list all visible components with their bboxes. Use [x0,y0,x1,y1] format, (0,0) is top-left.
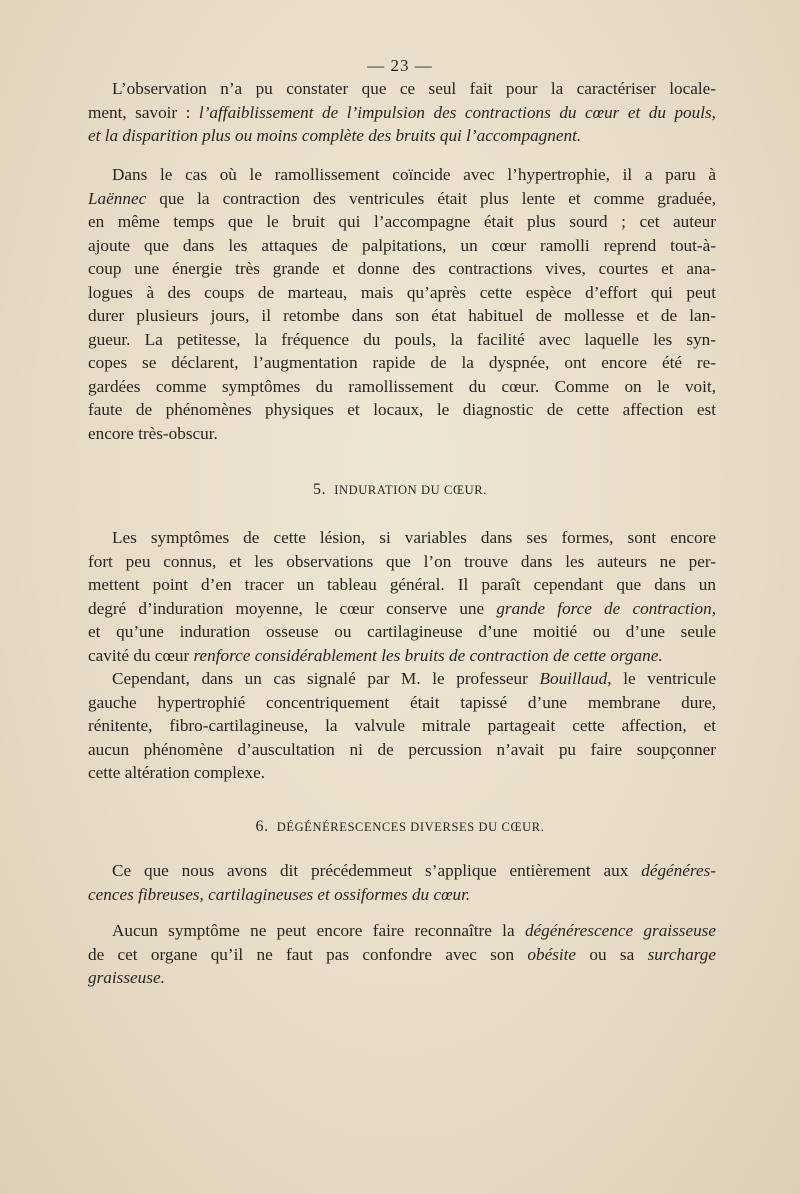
text-line: L’observation n’a pu constater que ce seul fait pour la caractériser locale- [112,79,716,98]
text-line: ment, savoir : l’affaiblissement de l’impulsion des contractions du cœur et du pouls, [88,102,716,122]
italic-text: grande force de contraction, [496,598,716,618]
text-line: ajoute que dans les attaques de palpitations, un cœur ramolli reprend tout-à- [88,235,716,255]
italic-text: surcharge [647,944,716,964]
paragraph-1 [88,77,716,148]
italic-text: renforce considérablement les bruits de contraction de cette organe. [193,645,663,665]
text-line: gueur. La petitesse, la fréquence du pouls, la facilité avec laquelle les syn- [88,329,716,349]
text-line: et qu’une induration osseuse ou cartilagineuse d’une moitié ou d’une seule [88,622,716,641]
italic-text: dégénérescence graisseuse [524,921,716,940]
italic-name: Laënnec [88,188,147,208]
text-line: cavité du cœur renforce considérablement les bruits de contraction de cette organe. [88,645,663,665]
text-line: degré d’induration moyenne, le cœur conserve une grande force de contraction, [88,598,716,618]
text-line: de cet organe qu’il ne faut pas confondre avec son obésite ou sa surcharge [88,944,716,964]
section-title: DÉGÉNÉRESCENCES DIVERSES DU CŒUR. [276,820,545,834]
text-line: en même temps que le bruit qui l’accompagne était plus sourd ; cet auteur [88,212,716,231]
text-line: logues à des coups de marteau, mais qu’après cette espèce d’effort qui peut [88,282,716,302]
text-line: mettent point d’en tracer un tableau général. Il paraît cependant que dans un [88,575,716,594]
text-line: Laënnec que la contraction des ventricules était plus lente et comme graduée, [88,188,716,208]
paragraph-6 [88,919,716,990]
paragraph-4 [88,667,716,785]
text-line: coup une énergie très grande et donne des contractions vives, courtes et ana- [88,259,716,278]
italic-text: et la disparition plus ou moins complète des bruits qui l’accompagnent. [88,126,582,145]
section-heading-5 [0,481,800,499]
paragraph-2 [88,163,716,445]
text-line [88,883,716,907]
text-line [88,124,716,148]
text-line: copes se déclarent, l’augmentation rapide de la dyspnée, ont encore été re- [88,353,716,372]
page-number: — 23 — [367,56,433,75]
section-number: 6. [255,818,269,835]
italic-name: Bouillaud [539,669,608,688]
text-line: cette altération complexe. [88,763,266,782]
text-line: Les symptômes de cette lésion, si variables dans ses formes, sont encore [112,528,716,547]
text-line: gauche hypertrophié concentriquement était tapissé d’une membrane dure, [88,692,716,712]
italic-text: graisseuse. [88,968,165,987]
text-line: gardées comme symptômes du ramollissement du cœur. Comme on le voit, [88,376,716,396]
section-title: INDURATION DU CŒUR. [334,483,487,497]
text-line [88,966,716,990]
italic-text: dégénéres- [641,861,716,880]
text-line: faute de phénomènes physiques et locaux, le diagnostic de cette affection est [88,400,716,419]
text-line: durer plusieurs jours, il retombe dans son état habituel de mollesse et de lan- [88,306,716,325]
text-line: rénitente, fibro-cartilagineuse, la valvule mitrale partageait cette affection, et [88,716,716,735]
text-line: Cependant, dans un cas signalé par M. le professeur Bouillaud, le ventricule [112,669,716,688]
text-line: aucun phénomène d’auscultation ni de percussion n’avait pu faire soupçonner [88,739,716,759]
paragraph-5 [88,859,716,906]
section-heading-6 [0,818,800,836]
text-line: Ce que nous avons dit précédemmeut s’applique entièrement aux dégénéres- [112,861,716,880]
paragraph-3 [88,526,716,667]
text-line: Aucun symptôme ne peut encore faire reconnaître la dégénérescence graisseuse [112,921,716,940]
italic-text: l’affaiblissement de l’impulsion des contractions du cœur et du pouls, [198,102,716,122]
italic-text: obésite [527,944,577,964]
section-number: 5. [313,481,327,498]
text-line: encore très-obscur. [88,423,218,443]
text-line: fort peu connus, et les observations que l’on trouve dans les auteurs ne per- [88,551,716,571]
italic-text: cences fibreuses, cartilagineuses et ossiformes du cœur. [88,884,471,904]
text-line: Dans le cas où le ramollissement coïncide avec l’hypertrophie, il a paru à [112,165,716,184]
